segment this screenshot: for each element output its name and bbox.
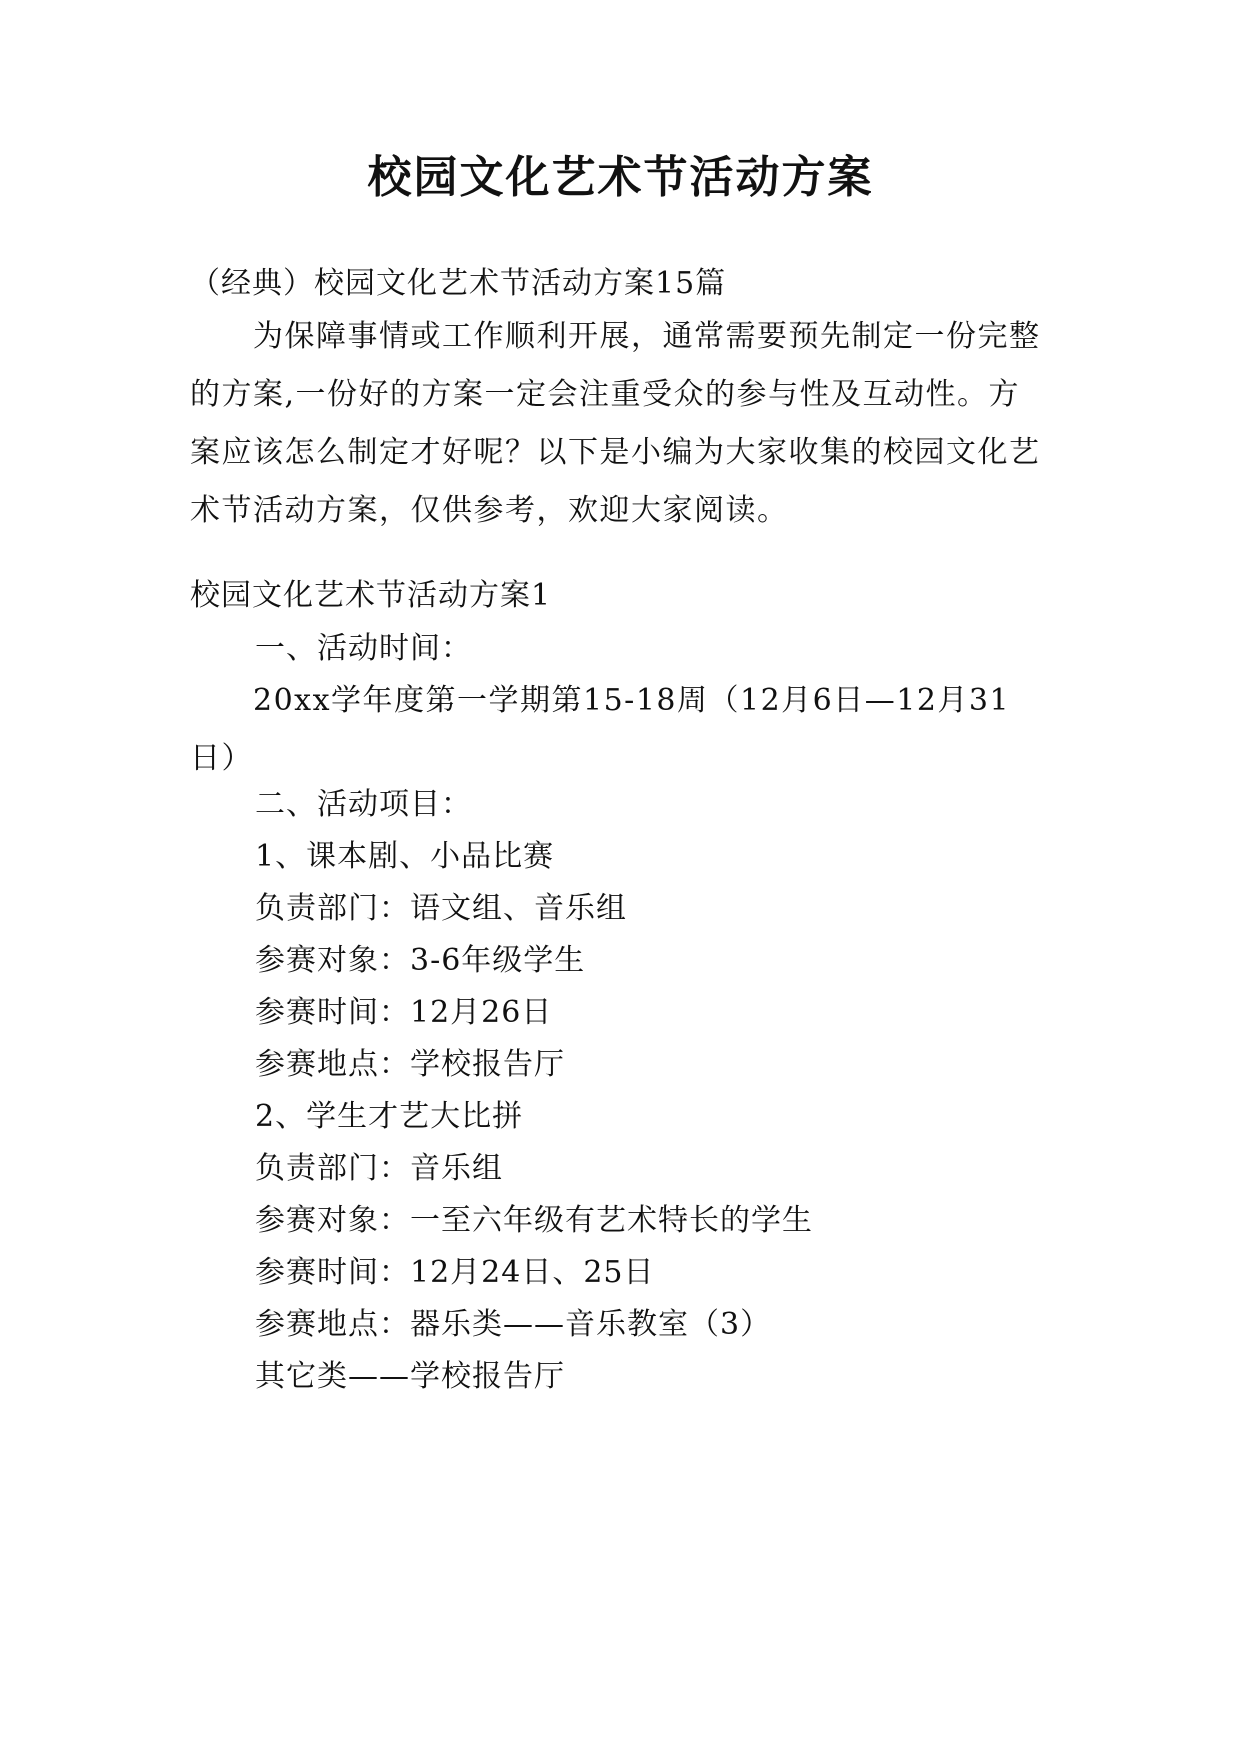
item2-place-other: 其它类——学校报告厅 <box>255 1359 565 1394</box>
item1-time: 参赛时间：12月26日 <box>255 995 553 1030</box>
item1-target: 参赛对象：3-6年级学生 <box>255 943 586 978</box>
document-subtitle: （经典）校园文化艺术节活动方案15篇 <box>190 266 727 301</box>
item1-dept: 负责部门：语文组、音乐组 <box>255 891 627 926</box>
item1-place: 参赛地点：学校报告厅 <box>255 1047 565 1082</box>
item2-target: 参赛对象：一至六年级有艺术特长的学生 <box>255 1203 813 1238</box>
item1-name: 1、课本剧、小品比赛 <box>255 839 555 874</box>
section-heading: 校园文化艺术节活动方案1 <box>190 578 552 613</box>
time-heading: 一、活动时间： <box>255 631 472 666</box>
item2-time: 参赛时间：12月24日、25日 <box>255 1255 655 1290</box>
items-heading: 二、活动项目： <box>255 787 472 822</box>
item2-dept: 负责部门：音乐组 <box>255 1151 503 1186</box>
intro-paragraph: 为保障事情或工作顺利开展，通常需要预先制定一份完整的方案,一份好的方案一定会注重受众的参与性及互动性。方案应该怎么制定才好呢？以下是小编为大家收集的校园文化艺术节活动方案，仅供参考，欢迎大家阅读。 <box>190 319 1041 528</box>
item2-name: 2、学生才艺大比拼 <box>255 1099 524 1134</box>
document-title: 校园文化艺术节活动方案 <box>367 152 874 203</box>
item2-place: 参赛地点：器乐类——音乐教室（3） <box>255 1307 772 1342</box>
time-text: 20xx学年度第一学期第15-18周（12月6日—12月31日） <box>190 683 1011 776</box>
